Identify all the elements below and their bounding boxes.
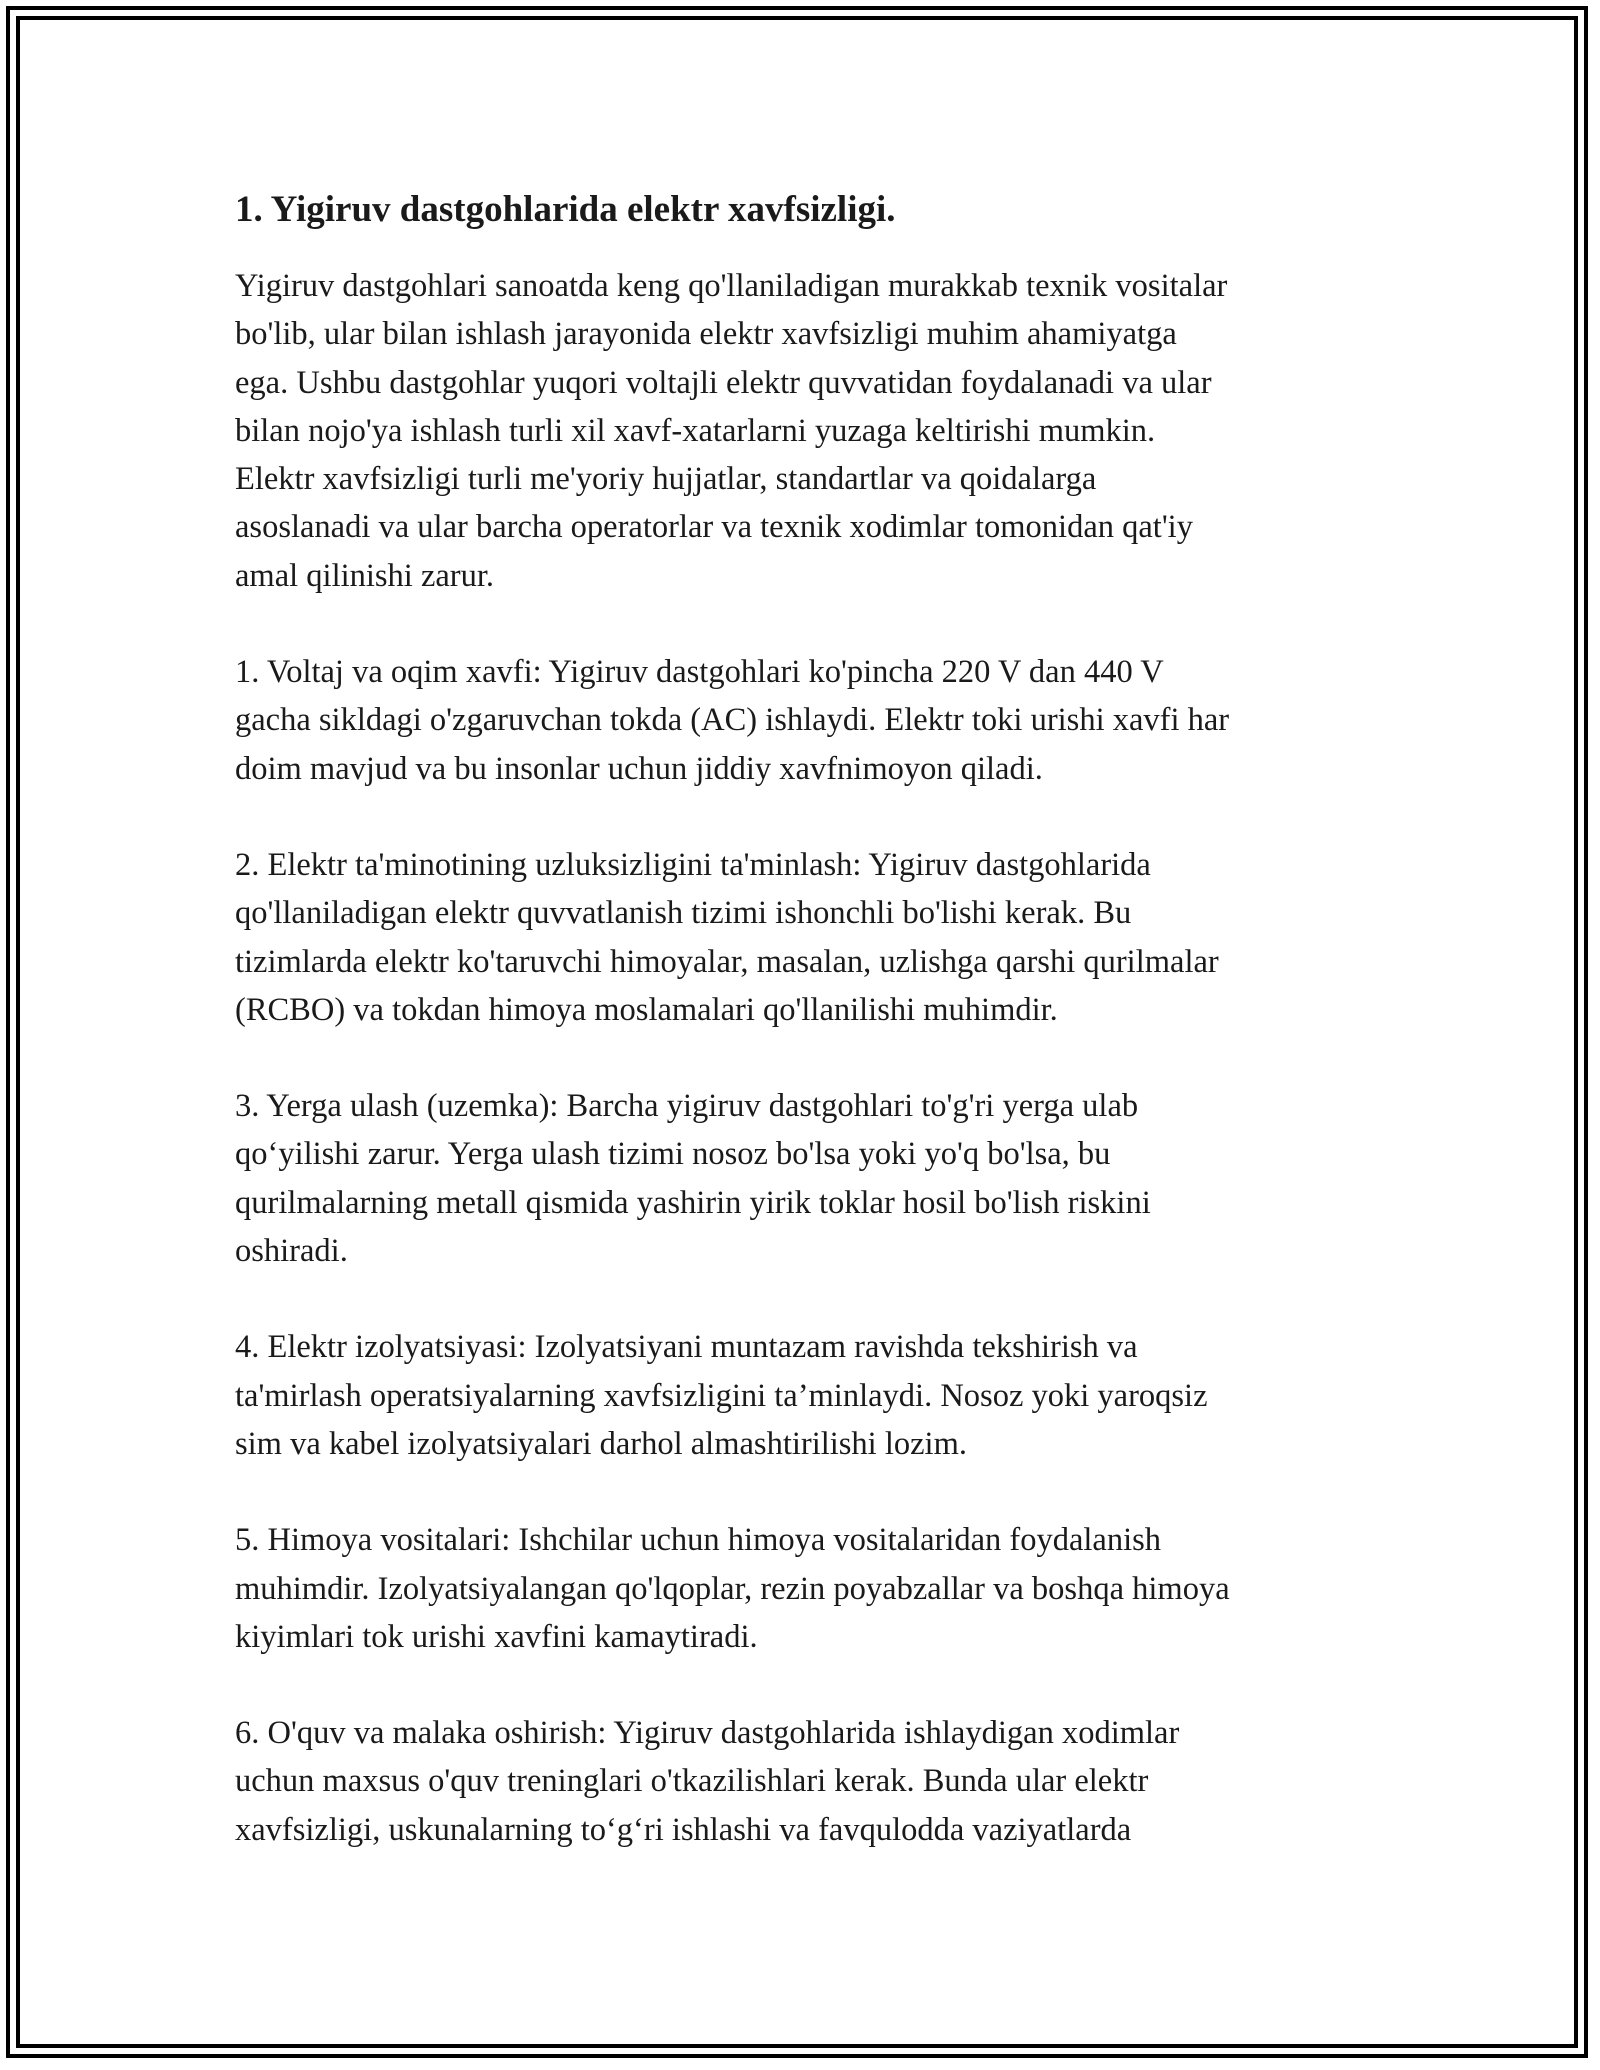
paragraph-power-continuity: 2. Elektr ta'minotining uzluksizligini ta'minlash: Yigiruv dastgohlarida qo'llaniladigan elektr quvvatlanish tizimi ishonchli bo'lishi kerak. Bu tizimlarda elektr ko'taruvchi himoyalar, masalan, uzlishga qarshi qurilmalar (RCBO) va tokdan himoya moslamalari qo'llanilishi muhimdir. xyxy=(235,846,1219,1028)
document-title: 1. Yigiruv dastgohlarida elektr xavfsizligi. xyxy=(235,189,896,230)
document-body xyxy=(235,186,1385,1902)
paragraph-grounding: 3. Yerga ulash (uzemka): Barcha yigiruv dastgohlari to'g'ri yerga ulab qo‘yilishi zarur. Yerga ulash tizimi nosoz bo'lsa yoki yo'q bo'lsa, bu qurilmalarning metall qismida yashirin yirik toklar hosil bo'lish riskini oshiradi. xyxy=(235,1088,1151,1270)
paragraph-training: 6. O'quv va malaka oshirish: Yigiruv dastgohlarida ishlaydigan xodimlar uchun maxsus o'quv treninglari o'tkazilishlari kerak. Bunda ular elektr xavfsizligi, uskunalarning to‘g‘ri ishlashi va favqulodda vaziyatlarda xyxy=(235,1715,1180,1848)
paragraph-voltage-current: 1. Voltaj va oqim xavfi: Yigiruv dastgohlari ko'pincha 220 V dan 440 V gacha sikldagi o'zgaruvchan tokda (AC) ishlaydi. Elektr toki urishi xavfi har doim mavjud va bu insonlar uchun jiddiy xavfnimoyon qiladi. xyxy=(235,654,1230,787)
paragraph-insulation: 4. Elektr izolyatsiyasi: Izolyatsiyani muntazam ravishda tekshirish va ta'mirlash operatsiyalarning xavfsizligini ta’minlaydi. Nosoz yoki yaroqsiz sim va kabel izolyatsiyalari darhol almashtirilishi lozim. xyxy=(235,1329,1208,1462)
paragraph-intro: Yigiruv dastgohlari sanoatda keng qo'llaniladigan murakkab texnik vositalar bo'lib, ular bilan ishlash jarayonida elektr xavfsizligi muhim ahamiyatga ega. Ushbu dastgohlar yuqori voltajli elektr quvvatidan foydalanadi va ular bilan nojo'ya ishlash turli xil xavf-xatarlarni yuzaga keltirishi mumkin. Elektr xavfsizligi turli me'yoriy hujjatlar, standartlar va qoidalarga asoslanadi va ular barcha operatorlar va texnik xodimlar tomonidan qat'iy amal qilinishi zarur. xyxy=(235,268,1228,594)
paragraph-protective-equipment: 5. Himoya vositalari: Ishchilar uchun himoya vositalaridan foydalanish muhimdir. Izolyatsiyalangan qo'lqoplar, rezin poyabzallar va boshqa himoya kiyimlari tok urishi xavfini kamaytiradi. xyxy=(235,1522,1230,1655)
